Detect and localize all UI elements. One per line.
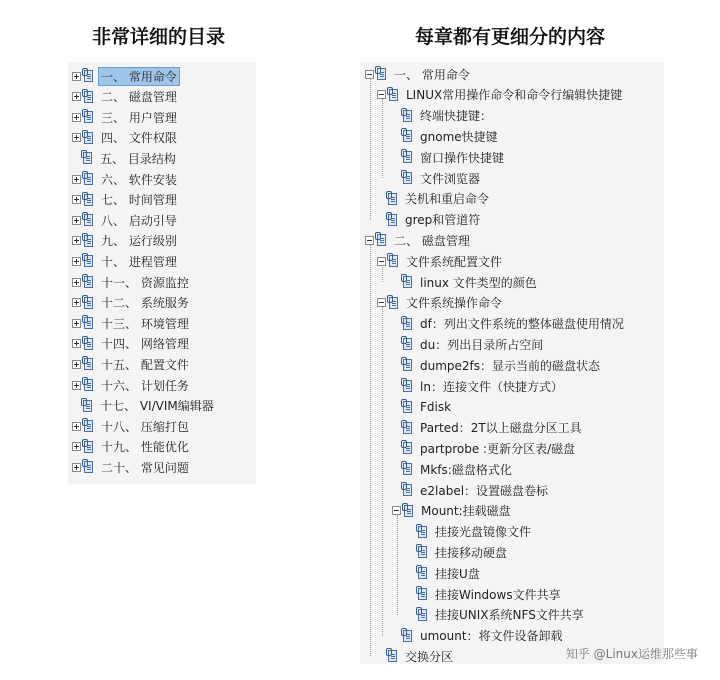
document-page-icon	[403, 484, 412, 496]
tree-item-label: 挂接光盘镜像文件	[435, 525, 532, 540]
expand-plus-icon[interactable]	[72, 463, 81, 472]
right-tree-item[interactable]	[407, 522, 533, 542]
left-tree-item[interactable]	[72, 354, 191, 374]
tree-item-label: 终端快捷键：	[420, 109, 493, 124]
right-tree-item[interactable]	[392, 626, 565, 646]
left-tree-item[interactable]	[72, 169, 179, 189]
tree-connector-line	[370, 244, 371, 656]
right-tree-item[interactable]	[392, 480, 550, 500]
tree-item-label: e2label：设置磁盘卷标	[420, 483, 549, 498]
document-page-icon	[418, 588, 427, 600]
left-tree-item[interactable]	[72, 313, 191, 333]
tree-connector-line	[397, 515, 398, 615]
right-tree-item[interactable]	[392, 376, 565, 396]
document-page-icon	[377, 68, 386, 80]
tree-item-label: 文件系统配置文件	[406, 254, 503, 269]
document-page-icon	[403, 359, 412, 371]
right-tree-item[interactable]	[377, 293, 504, 313]
document-page-icon	[84, 420, 93, 432]
document-page-icon	[84, 194, 93, 206]
right-tree-item[interactable]	[407, 605, 586, 625]
document-page-icon	[403, 380, 412, 392]
right-tree-item[interactable]	[392, 438, 577, 458]
right-tree-item[interactable]	[377, 646, 455, 666]
tree-item-label: 十二、 系统服务	[101, 296, 189, 311]
document-page-icon	[377, 234, 386, 246]
left-tree-item[interactable]	[72, 272, 191, 292]
left-tree-item[interactable]	[72, 396, 216, 416]
right-tree-item[interactable]	[392, 355, 602, 375]
tree-item-label: Mount:挂载磁盘	[421, 504, 511, 519]
tree-item-label: 二、 磁盘管理	[394, 233, 470, 248]
document-page-icon	[84, 338, 93, 350]
document-page-icon	[403, 276, 412, 288]
document-page-icon	[403, 130, 412, 142]
right-tree-item[interactable]	[392, 272, 539, 292]
left-tree-item[interactable]	[72, 107, 179, 127]
document-page-icon	[418, 526, 427, 538]
document-page-icon	[84, 358, 93, 370]
right-tree-item[interactable]	[392, 147, 506, 167]
right-tree-item[interactable]	[407, 563, 482, 583]
expand-plus-icon[interactable]	[72, 72, 81, 81]
right-tree-item[interactable]	[392, 501, 513, 521]
left-tree-item[interactable]	[72, 375, 191, 395]
tree-item-label: du：列出目录所占空间	[420, 337, 544, 352]
left-tree-item[interactable]	[72, 66, 179, 86]
document-page-icon	[84, 70, 93, 82]
tree-item-label: Parted：2T以上磁盘分区工具	[420, 421, 582, 436]
tree-item-label: partprobe :更新分区表/磁盘	[420, 441, 576, 456]
right-panel-title: 每章都有更细分的内容	[415, 26, 606, 48]
tree-item-label: 一、 常用命令	[394, 67, 470, 82]
left-panel-title: 非常详细的目录	[92, 26, 226, 48]
tree-item-label: LINUX常用操作命令和命令行编辑快捷键	[406, 88, 623, 103]
tree-item-label: 挂接UNIX系统NFS文件共享	[435, 608, 584, 623]
document-page-icon	[403, 442, 412, 454]
tree-item-label: 七、 时间管理	[101, 193, 177, 208]
document-page-icon	[84, 255, 93, 267]
expand-plus-icon[interactable]	[72, 113, 81, 122]
tree-item-label: 十六、 计划任务	[101, 378, 189, 393]
left-tree-item[interactable]	[72, 128, 179, 148]
right-tree-item[interactable]	[392, 334, 545, 354]
document-page-icon	[403, 463, 412, 475]
expand-plus-icon[interactable]	[72, 319, 81, 328]
tree-item-label: 交换分区	[405, 649, 454, 664]
tree-item-label: 十一、 资源监控	[101, 275, 189, 290]
tree-item-label: dumpe2fs：显示当前的磁盘状态	[420, 358, 601, 373]
document-page-icon	[84, 441, 93, 453]
right-tree-item[interactable]	[392, 106, 494, 126]
expand-plus-icon[interactable]	[72, 195, 81, 204]
expand-plus-icon[interactable]	[72, 360, 81, 369]
document-page-icon	[388, 193, 397, 205]
tree-item-label: 挂接U盘	[435, 566, 480, 581]
tree-item-label: 八、 启动引导	[101, 213, 177, 228]
right-tree-item[interactable]	[365, 230, 472, 250]
expand-plus-icon[interactable]	[72, 257, 81, 266]
tree-item-label: 十七、 VI/VIM编辑器	[100, 399, 214, 414]
tree-item-label: 十、 进程管理	[101, 254, 177, 269]
document-page-icon	[389, 255, 398, 267]
left-tree-item[interactable]	[72, 190, 179, 210]
right-tree-item[interactable]	[365, 64, 472, 84]
expand-plus-icon[interactable]	[72, 381, 81, 390]
document-page-icon	[83, 400, 92, 412]
tree-connector-line	[382, 265, 383, 282]
tree-item-label: 文件浏览器	[420, 171, 481, 186]
left-tree-item[interactable]	[72, 437, 191, 457]
document-page-icon	[403, 110, 412, 122]
document-page-icon	[83, 152, 92, 164]
document-page-icon	[84, 461, 93, 473]
tree-item-label: 十九、 性能优化	[101, 440, 189, 455]
right-tree-item[interactable]	[377, 210, 482, 230]
document-page-icon	[84, 297, 93, 309]
document-page-icon	[418, 609, 427, 621]
expand-plus-icon[interactable]	[72, 339, 81, 348]
tree-item-label: umount：将文件设备卸载	[420, 629, 563, 644]
tree-item-label: 九、 运行级别	[101, 234, 177, 249]
document-page-icon	[403, 422, 412, 434]
expand-plus-icon[interactable]	[72, 216, 81, 225]
left-tree-item[interactable]	[72, 416, 191, 436]
document-page-icon	[389, 297, 398, 309]
right-tree-item[interactable]	[392, 314, 626, 334]
left-tree-item[interactable]	[72, 87, 179, 107]
tree-item-label: 挂接移动硬盘	[435, 545, 508, 560]
tree-item-label: grep和管道符	[405, 213, 481, 228]
document-page-icon	[84, 132, 93, 144]
expand-plus-icon[interactable]	[72, 236, 81, 245]
expand-plus-icon[interactable]	[72, 298, 81, 307]
right-tree-item[interactable]	[407, 542, 509, 562]
document-page-icon	[388, 214, 397, 226]
document-page-icon	[403, 338, 412, 350]
tree-item-label: 十三、 环境管理	[101, 316, 189, 331]
tree-item-label: 六、 软件安装	[101, 172, 177, 187]
left-tree-item[interactable]	[72, 457, 191, 477]
tree-connector-line	[370, 78, 371, 220]
expand-plus-icon[interactable]	[72, 133, 81, 142]
right-tree-item[interactable]	[377, 251, 504, 271]
tree-item-label: 二十、 常见问题	[101, 460, 189, 475]
document-page-icon	[84, 111, 93, 123]
right-tree-item[interactable]	[377, 85, 624, 105]
right-tree-item[interactable]	[392, 418, 584, 438]
tree-item-label: 挂接Windows文件共享	[435, 587, 561, 602]
tree-item-label: 关机和重启命令	[405, 192, 490, 207]
document-page-icon	[389, 89, 398, 101]
left-tree-item[interactable]	[72, 148, 178, 168]
document-page-icon	[84, 379, 93, 391]
watermark-text: 知乎 @Linux运维那些事	[565, 647, 698, 661]
tree-item-label: df：列出文件系统的整体磁盘使用情况	[420, 317, 624, 332]
right-tree-item[interactable]	[392, 168, 482, 188]
document-page-icon	[84, 235, 93, 247]
tree-connector-line	[382, 99, 383, 178]
tree-item-label: 一、 常用命令	[101, 69, 177, 84]
tree-item-label: 十八、 压缩打包	[101, 419, 189, 434]
tree-item-label: 文件系统操作命令	[406, 296, 503, 311]
document-page-icon	[403, 151, 412, 163]
document-page-icon	[418, 546, 427, 558]
tree-item-label: 窗口操作快捷键	[420, 150, 505, 165]
tree-item-label: 五、 目录结构	[100, 151, 176, 166]
expand-plus-icon[interactable]	[72, 92, 81, 101]
tree-item-label: Fdisk	[420, 399, 452, 414]
left-tree-item[interactable]	[72, 231, 179, 251]
document-page-icon	[403, 172, 412, 184]
tree-item-label: 十四、 网络管理	[101, 337, 189, 352]
tree-item-label: Mkfs:磁盘格式化	[420, 462, 512, 477]
document-page-icon	[84, 317, 93, 329]
right-tree-item[interactable]	[392, 126, 500, 146]
document-page-icon	[404, 505, 413, 517]
document-page-icon	[403, 630, 412, 642]
expand-plus-icon[interactable]	[72, 422, 81, 431]
tree-item-label: 十五、 配置文件	[101, 357, 189, 372]
document-page-icon	[84, 91, 93, 103]
document-page-icon	[403, 318, 412, 330]
tree-item-label: ln：连接文件（快捷方式）	[420, 379, 563, 394]
tree-item-label: 二、 磁盘管理	[101, 90, 177, 105]
document-page-icon	[388, 650, 397, 662]
right-tree-item[interactable]	[392, 459, 514, 479]
tree-item-label: gnome快捷键	[420, 129, 498, 144]
expand-plus-icon[interactable]	[72, 442, 81, 451]
left-tree-item[interactable]	[72, 210, 179, 230]
right-tree-item[interactable]	[377, 189, 491, 209]
tree-item-label: linux 文件类型的颜色	[420, 275, 537, 290]
expand-plus-icon[interactable]	[72, 278, 81, 287]
tree-item-label: 三、 用户管理	[101, 110, 177, 125]
left-tree-item[interactable]	[72, 334, 191, 354]
right-tree-item[interactable]	[407, 584, 563, 604]
document-page-icon	[84, 214, 93, 226]
document-page-icon	[84, 276, 93, 288]
tree-connector-line	[382, 307, 383, 636]
document-page-icon	[84, 173, 93, 185]
document-page-icon	[403, 401, 412, 413]
right-tree-item[interactable]	[392, 397, 453, 417]
expand-plus-icon[interactable]	[72, 175, 81, 184]
tree-item-label: 四、 文件权限	[101, 131, 177, 146]
left-tree-item[interactable]	[72, 251, 179, 271]
left-tree-item[interactable]	[72, 293, 191, 313]
document-page-icon	[418, 567, 427, 579]
